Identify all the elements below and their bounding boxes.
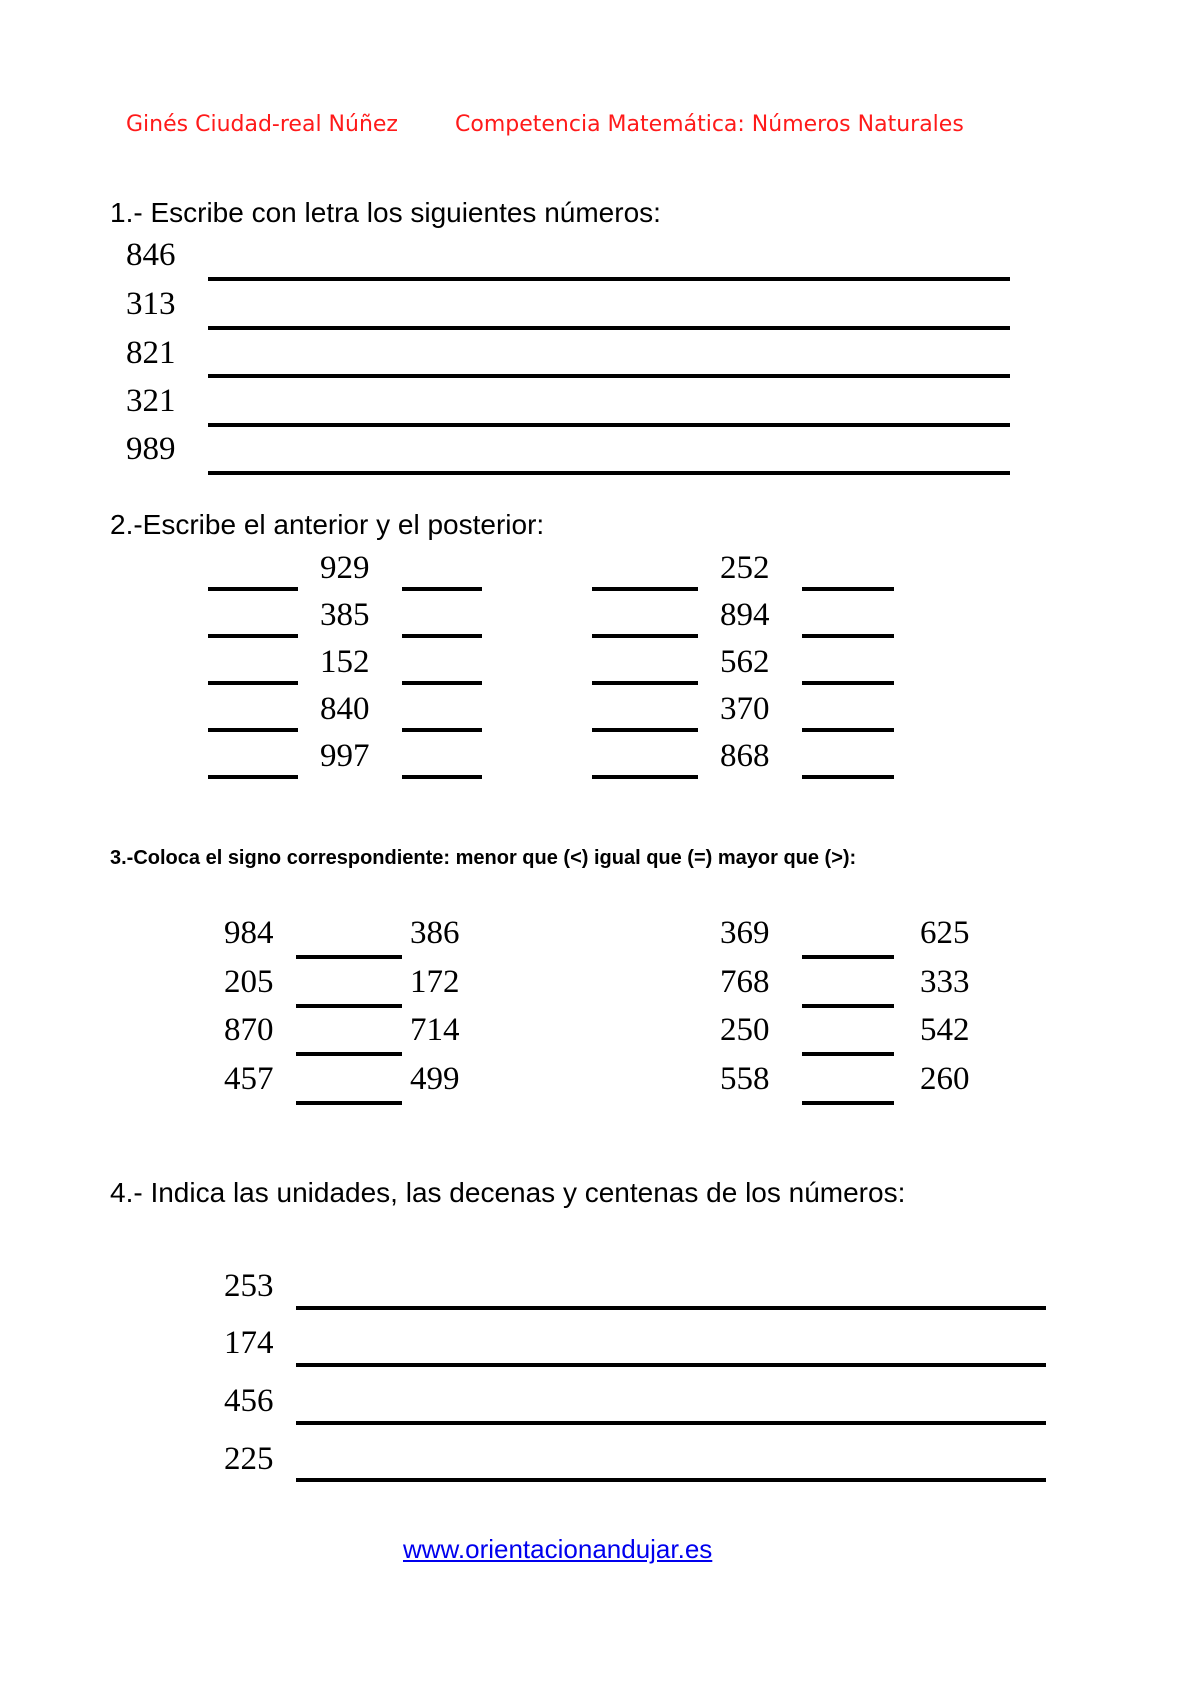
answer-line (296, 1478, 1046, 1482)
author-name: Ginés Ciudad-real Núñez (126, 112, 398, 137)
after-blank (802, 681, 894, 685)
compare-left-number: 457 (224, 1061, 274, 1097)
section3-title: 3.-Coloca el signo correspondiente: menor que (<) igual que (=) mayor que (>): (110, 847, 857, 869)
answer-line (296, 1363, 1046, 1367)
section1-number: 821 (126, 335, 176, 371)
answer-line (208, 471, 1010, 475)
before-blank (592, 587, 698, 591)
compare-right-number: 260 (920, 1061, 970, 1097)
compare-right-number: 172 (410, 964, 460, 1000)
answer-line (208, 374, 1010, 378)
section1-title: 1.- Escribe con letra los siguientes números: (110, 197, 661, 228)
section4-number: 253 (224, 1268, 274, 1304)
after-blank (402, 775, 482, 779)
after-blank (402, 634, 482, 638)
sign-blank (802, 1004, 894, 1008)
sign-blank (296, 1052, 402, 1056)
before-blank (208, 634, 298, 638)
section2-number: 152 (320, 644, 370, 680)
section2-number: 370 (720, 691, 770, 727)
before-blank (592, 681, 698, 685)
after-blank (402, 728, 482, 732)
answer-line (296, 1421, 1046, 1425)
after-blank (402, 587, 482, 591)
compare-right-number: 333 (920, 964, 970, 1000)
section1-number: 846 (126, 237, 176, 273)
compare-right-number: 386 (410, 915, 460, 951)
compare-left-number: 250 (720, 1012, 770, 1048)
before-blank (592, 634, 698, 638)
sign-blank (802, 955, 894, 959)
section1-number: 321 (126, 383, 176, 419)
section1-number: 313 (126, 286, 176, 322)
section2-number: 894 (720, 597, 770, 633)
answer-line (208, 326, 1010, 330)
before-blank (208, 587, 298, 591)
compare-right-number: 625 (920, 915, 970, 951)
after-blank (802, 587, 894, 591)
compare-right-number: 499 (410, 1061, 460, 1097)
section1-number: 989 (126, 431, 176, 467)
answer-line (208, 277, 1010, 281)
section4-title: 4.- Indica las unidades, las decenas y centenas de los números: (110, 1177, 906, 1208)
section4-number: 456 (224, 1383, 274, 1419)
answer-line (208, 423, 1010, 427)
section2-number: 840 (320, 691, 370, 727)
compare-right-number: 714 (410, 1012, 460, 1048)
worksheet-subject: Competencia Matemática: Números Naturales (455, 112, 964, 137)
section2-title: 2.-Escribe el anterior y el posterior: (110, 509, 545, 540)
after-blank (802, 728, 894, 732)
section2-number: 868 (720, 738, 770, 774)
compare-left-number: 558 (720, 1061, 770, 1097)
compare-left-number: 870 (224, 1012, 274, 1048)
section2-number: 252 (720, 550, 770, 586)
section2-number: 562 (720, 644, 770, 680)
sign-blank (802, 1101, 894, 1105)
answer-line (296, 1306, 1046, 1310)
compare-right-number: 542 (920, 1012, 970, 1048)
sign-blank (296, 955, 402, 959)
before-blank (208, 775, 298, 779)
compare-left-number: 768 (720, 964, 770, 1000)
after-blank (802, 634, 894, 638)
sign-blank (802, 1052, 894, 1056)
section2-number: 929 (320, 550, 370, 586)
website-link[interactable]: www.orientacionandujar.es (403, 1534, 713, 1564)
section2-number: 997 (320, 738, 370, 774)
compare-left-number: 984 (224, 915, 274, 951)
before-blank (208, 728, 298, 732)
section2-number: 385 (320, 597, 370, 633)
after-blank (802, 775, 894, 779)
section4-number: 225 (224, 1441, 274, 1477)
before-blank (592, 728, 698, 732)
sign-blank (296, 1004, 402, 1008)
section4-number: 174 (224, 1325, 274, 1361)
before-blank (208, 681, 298, 685)
sign-blank (296, 1101, 402, 1105)
compare-left-number: 205 (224, 964, 274, 1000)
after-blank (402, 681, 482, 685)
compare-left-number: 369 (720, 915, 770, 951)
before-blank (592, 775, 698, 779)
